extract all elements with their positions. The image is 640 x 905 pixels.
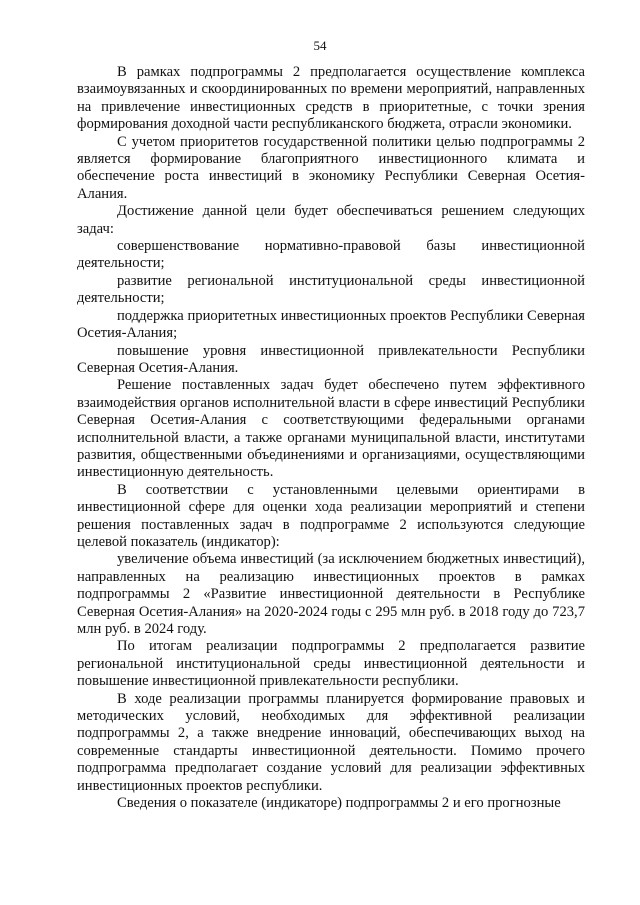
paragraph-indicator-info: Сведения о показателе (индикаторе) подпрограммы 2 и его прогнозные	[117, 795, 561, 812]
task-item-priority-projects: поддержка приоритетных инвестиционных проектов Республики Северная Осетия-Алания;	[77, 307, 585, 342]
paragraph-subprogram-scope: В рамках подпрограммы 2 предполагается осуществление комплекса взаимоувязанных и скоординированных по времени мероприятий, направленных на привлечение инвестиционных средств в приоритетные, с точки зрения формирования доходной части республиканского бюджета, отрасли экономики.	[77, 64, 585, 133]
page-number: 54	[313, 38, 327, 53]
paragraph-indicator-intro: В соответствии с установленными целевыми ориентирами в инвестиционной сфере для оценки хода реализации мероприятий и степени решения поставленных задач в подпрограмме 2 используются следующие целевой показатель (индикатор):	[77, 481, 585, 550]
paragraph-expected-results: По итогам реализации подпрограммы 2 предполагается развитие региональной институциональной среды инвестиционной деятельности и повышение инвестиционной привлекательности республики.	[77, 638, 585, 690]
task-item-institutional-environment: развитие региональной институциональной среды инвестиционной деятельности;	[77, 272, 585, 307]
paragraph-tasks-intro: Достижение данной цели будет обеспечиваться решением следующих задач:	[77, 203, 585, 237]
task-item-legal-base: совершенствование нормативно-правовой базы инвестиционной деятельности;	[77, 238, 585, 272]
paragraph-subprogram-goal: С учетом приоритетов государственной политики целью подпрограммы 2 является формирование благоприятного инвестиционного климата и обеспечение роста инвестиций в экономику Республики Северная Осетия-Алания.	[77, 133, 585, 202]
document-body	[77, 64, 585, 812]
paragraph-implementation-conditions: В ходе реализации программы планируется формирование правовых и методических условий, необходимых для эффективной реализации подпрограммы 2, а также внедрение инноваций, обеспечивающих выход на современные стандарты инвестиционной деятельности. Помимо прочего подпрограмма предполагает создание условий для реализации эффективных инвестиционных проектов республики.	[77, 690, 585, 794]
indicator-item-investment-volume: увеличение объема инвестиций (за исключением бюджетных инвестиций), направленных на реализацию инвестиционных проектов в рамках подпрограммы 2 «Развитие инвестиционной деятельности в Республике Северная Осетия-Алания» на 2020-2024 годы с 295 млн руб. в 2018 году до 723,7 млн руб. в 2024 году.	[77, 551, 585, 637]
paragraph-interaction: Решение поставленных задач будет обеспечено путем эффективного взаимодействия органов исполнительной власти в сфере инвестиций Республики Северная Осетия-Алания с соответствующими федеральными органами исполнительной власти, а также органами муниципальной власти, институтами развития, общественными объединениями и организациями, осуществляющими инвестиционную деятельность.	[77, 377, 585, 481]
task-item-attractiveness: повышение уровня инвестиционной привлекательности Республики Северная Осетия-Алания.	[77, 342, 585, 376]
